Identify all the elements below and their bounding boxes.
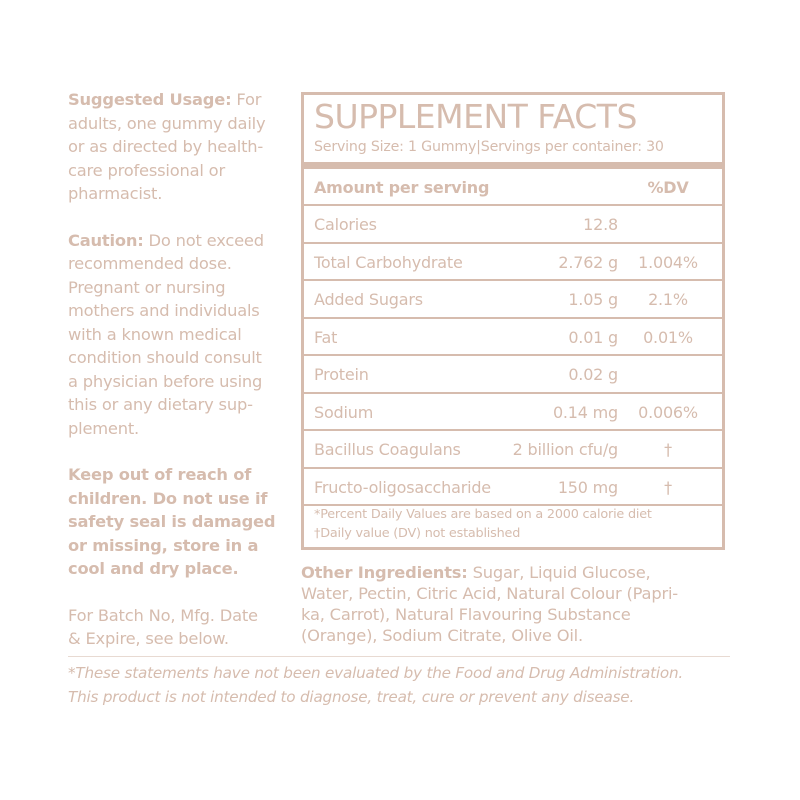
- supplement-facts-panel: [301, 92, 725, 550]
- header-dv: %DV: [647, 178, 689, 197]
- nutrient-dv: 0.01%: [643, 328, 693, 347]
- nutrient-name: Protein: [314, 365, 369, 384]
- nutrient-name: Total Carbohydrate: [314, 253, 463, 272]
- serving-info: Serving Size: 1 Gummy|Servings per container: 30: [314, 139, 664, 155]
- other-ingredients: Other Ingredients: Sugar, Liquid Glucose, Water, Pectin, Citric Acid, Natural Colour (Papri- ka, Carrot), Natural Flavouring Substance (Orange), Sodium Citrate, Olive Oil.: [301, 563, 678, 645]
- batch-note: For Batch No, Mfg. Date & Expire, see below.: [68, 605, 258, 648]
- nutrient-amount: 0.02 g: [568, 365, 618, 384]
- facts-row: [304, 281, 722, 318]
- thick-divider: [304, 162, 722, 169]
- nutrient-name: Sodium: [314, 403, 374, 422]
- nutrient-dv: 2.1%: [648, 290, 688, 309]
- nutrient-amount: 0.01 g: [568, 328, 618, 347]
- facts-row: [304, 319, 722, 356]
- facts-header-row: [304, 169, 722, 206]
- nutrient-name: Calories: [314, 215, 377, 234]
- caution-text: Caution: Do not exceed recommended dose. Pregnant or nursing mothers and individuals with a known medical condition should consult a physician before using this or any dietary sup- plement.: [68, 230, 264, 438]
- nutrient-name: Added Sugars: [314, 290, 423, 309]
- facts-row: [304, 431, 722, 468]
- facts-row: [304, 394, 722, 431]
- nutrient-amount: 1.05 g: [568, 290, 618, 309]
- dv-footnote: *Percent Daily Values are based on a 2000 calorie diet: [314, 507, 652, 522]
- ingredients-label: Other Ingredients:: [301, 563, 468, 582]
- nutrient-name: Bacillus Coagulans: [314, 440, 461, 459]
- facts-row: [304, 356, 722, 393]
- suggested-usage: Suggested Usage: For adults, one gummy daily or as directed by health- care professional or pharmacist.: [68, 90, 266, 203]
- facts-title: SUPPLEMENT FACTS: [314, 97, 637, 136]
- nutrient-amount: 2.762 g: [558, 253, 618, 272]
- nutrient-name: Fructo-oligosaccharide: [314, 478, 491, 497]
- usage-label: Suggested Usage:: [68, 90, 232, 109]
- header-amount: Amount per serving: [314, 178, 490, 197]
- nutrient-dv: †: [664, 440, 672, 459]
- nutrient-amount: 2 billion cfu/g: [512, 440, 618, 459]
- caution-label: Caution:: [68, 230, 144, 250]
- usage-column: [68, 88, 286, 651]
- nutrient-dv: †: [664, 478, 672, 497]
- dv-not-established-footnote: †Daily value (DV) not established: [314, 526, 521, 541]
- disclaimer-divider: [68, 656, 730, 657]
- nutrient-name: Fat: [314, 328, 338, 347]
- nutrient-dv: 0.006%: [638, 403, 698, 422]
- fda-disclaimer: *These statements have not been evaluated by the Food and Drug Administration. This product is not intended to diagnose, treat, cure or prevent any disease.: [68, 664, 684, 706]
- nutrient-dv: 1.004%: [638, 253, 698, 272]
- facts-row: [304, 206, 722, 243]
- nutrient-amount: 12.8: [583, 215, 618, 234]
- nutrient-amount: 150 mg: [557, 478, 618, 497]
- nutrient-amount: 0.14 mg: [552, 403, 618, 422]
- facts-row: [304, 244, 722, 281]
- facts-row: [304, 469, 722, 506]
- facts-footnotes: [314, 505, 652, 543]
- storage-warning: Keep out of reach of children. Do not use if safety seal is damaged or missing, store in a cool and dry place.: [68, 465, 276, 578]
